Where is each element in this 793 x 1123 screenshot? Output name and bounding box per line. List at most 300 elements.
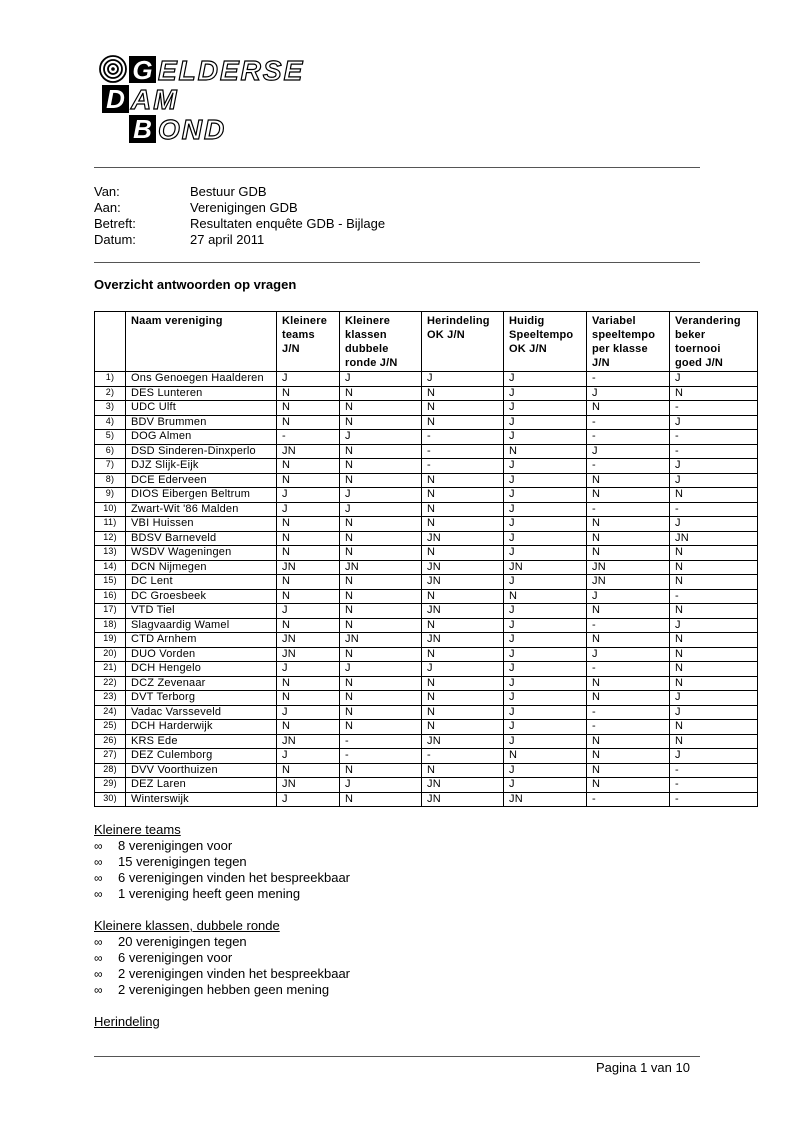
answer-cell: N: [670, 386, 758, 401]
header-line: goed J/N: [675, 357, 724, 369]
answer-cell: J: [504, 691, 587, 706]
club-name: DCN Nijmegen: [126, 560, 277, 575]
header-line: klassen: [345, 329, 387, 341]
list-item: [94, 966, 350, 982]
table-row: [95, 401, 758, 416]
answer-cell: N: [277, 763, 340, 778]
header-cell-index: [95, 312, 126, 372]
row-number: 19): [95, 633, 126, 648]
answer-cell: N: [670, 720, 758, 735]
answer-cell: J: [670, 459, 758, 474]
header-line: Herindeling: [427, 315, 490, 327]
footer-divider: [94, 1056, 700, 1057]
answer-cell: J: [504, 459, 587, 474]
list-item: [94, 950, 350, 966]
answer-cell: J: [277, 604, 340, 619]
answer-cell: N: [422, 647, 504, 662]
header-line: teams: [282, 329, 315, 341]
answer-cell: N: [422, 502, 504, 517]
answer-cell: N: [277, 575, 340, 590]
row-number: 2): [95, 386, 126, 401]
answer-cell: -: [670, 401, 758, 416]
infinity-bullet-icon: ∞: [94, 871, 103, 885]
answer-cell: JN: [340, 633, 422, 648]
header-line: Verandering: [675, 315, 741, 327]
answer-cell: N: [422, 763, 504, 778]
list-item-text: 2 verenigingen vinden het bespreekbaar: [118, 966, 351, 981]
answer-cell: JN: [422, 604, 504, 619]
answer-cell: N: [340, 589, 422, 604]
answer-cell: J: [504, 662, 587, 677]
club-name: VTD Tiel: [126, 604, 277, 619]
answer-cell: N: [422, 517, 504, 532]
club-name: CTD Arnhem: [126, 633, 277, 648]
answer-cell: J: [504, 705, 587, 720]
meta-row-van: [94, 184, 385, 200]
summary-heading: Kleinere klassen, dubbele ronde: [94, 918, 280, 933]
meta-value: Verenigingen GDB: [190, 200, 298, 215]
club-name: Winterswijk: [126, 792, 277, 807]
answer-cell: N: [340, 691, 422, 706]
answer-cell: -: [670, 502, 758, 517]
answer-cell: N: [277, 589, 340, 604]
answer-cell: N: [277, 691, 340, 706]
answer-cell: J: [670, 372, 758, 387]
club-name: DOG Almen: [126, 430, 277, 445]
logo-cap-d: D: [106, 84, 125, 114]
infinity-bullet-icon: ∞: [94, 967, 103, 981]
answer-cell: -: [587, 705, 670, 720]
answer-cell: J: [504, 401, 587, 416]
answer-cell: -: [340, 734, 422, 749]
row-number: 3): [95, 401, 126, 416]
answer-cell: -: [277, 430, 340, 445]
table-row: [95, 386, 758, 401]
answer-cell: N: [277, 415, 340, 430]
row-number: 11): [95, 517, 126, 532]
answer-cell: N: [340, 459, 422, 474]
row-number: 17): [95, 604, 126, 619]
answer-cell: J: [504, 575, 587, 590]
row-number: 28): [95, 763, 126, 778]
answer-cell: N: [340, 415, 422, 430]
infinity-bullet-icon: ∞: [94, 951, 103, 965]
header-line: OK J/N: [509, 343, 547, 355]
answer-cell: N: [277, 517, 340, 532]
answer-cell: N: [587, 676, 670, 691]
answer-cell: J: [587, 589, 670, 604]
meta-key: Datum:: [94, 232, 136, 247]
answer-cell: J: [504, 720, 587, 735]
row-number: 21): [95, 662, 126, 677]
answer-cell: N: [340, 720, 422, 735]
table-row: [95, 488, 758, 503]
gelderse-dambond-logo: [99, 53, 349, 148]
answer-cell: N: [277, 618, 340, 633]
row-number: 24): [95, 705, 126, 720]
answer-cell: N: [422, 546, 504, 561]
answer-cell: N: [670, 560, 758, 575]
summary-kleinere-teams: [94, 822, 350, 902]
club-name: Vadac Varsseveld: [126, 705, 277, 720]
answer-cell: J: [422, 662, 504, 677]
table-row: [95, 734, 758, 749]
answer-cell: JN: [277, 633, 340, 648]
club-name: DIOS Eibergen Beltrum: [126, 488, 277, 503]
answer-cell: -: [587, 618, 670, 633]
answer-cell: J: [277, 749, 340, 764]
meta-value: Resultaten enquête GDB - Bijlage: [190, 216, 386, 231]
answer-cell: N: [340, 517, 422, 532]
club-name: DEZ Culemborg: [126, 749, 277, 764]
list-item-text: 6 verenigingen vinden het bespreekbaar: [118, 870, 351, 885]
answer-cell: J: [277, 792, 340, 807]
row-number: 16): [95, 589, 126, 604]
answer-cell: JN: [504, 792, 587, 807]
answer-cell: J: [504, 676, 587, 691]
club-name: KRS Ede: [126, 734, 277, 749]
answer-cell: N: [277, 676, 340, 691]
answer-cell: N: [340, 792, 422, 807]
target-rings-icon: [100, 56, 126, 82]
answer-cell: N: [587, 778, 670, 793]
header-line: beker: [675, 329, 706, 341]
answer-cell: N: [422, 720, 504, 735]
answer-cell: N: [422, 589, 504, 604]
header-line: J/N: [282, 343, 300, 355]
answer-cell: N: [587, 473, 670, 488]
table-row: [95, 589, 758, 604]
answer-cell: JN: [422, 560, 504, 575]
answer-cell: N: [422, 488, 504, 503]
answer-cell: N: [504, 749, 587, 764]
answer-cell: J: [504, 633, 587, 648]
answer-cell: N: [340, 575, 422, 590]
list-item: [94, 934, 350, 950]
row-number: 26): [95, 734, 126, 749]
answer-cell: -: [587, 502, 670, 517]
answer-cell: N: [340, 401, 422, 416]
answer-cell: J: [504, 517, 587, 532]
answer-cell: N: [422, 618, 504, 633]
answer-cell: N: [670, 662, 758, 677]
results-table: [94, 311, 758, 807]
table-row: [95, 560, 758, 575]
table-row: [95, 749, 758, 764]
summary-herindeling: [94, 1014, 160, 1030]
answer-cell: N: [670, 734, 758, 749]
answer-cell: J: [504, 430, 587, 445]
answer-cell: JN: [422, 633, 504, 648]
club-name: DC Groesbeek: [126, 589, 277, 604]
answer-cell: -: [670, 430, 758, 445]
table-row: [95, 763, 758, 778]
table-row: [95, 792, 758, 807]
answer-cell: -: [670, 763, 758, 778]
table-row: [95, 444, 758, 459]
answer-cell: N: [340, 647, 422, 662]
table-row: [95, 618, 758, 633]
answer-cell: N: [587, 633, 670, 648]
answer-cell: N: [670, 676, 758, 691]
logo-word-elderse: ELDERSE: [158, 55, 305, 86]
answer-cell: J: [277, 488, 340, 503]
answer-cell: -: [670, 778, 758, 793]
header-cell: [340, 312, 422, 372]
answer-cell: J: [504, 372, 587, 387]
table-row: [95, 430, 758, 445]
table-row: [95, 517, 758, 532]
answer-cell: N: [422, 415, 504, 430]
row-number: 1): [95, 372, 126, 387]
meta-row-aan: [94, 200, 385, 216]
list-item-text: 20 verenigingen tegen: [118, 934, 247, 949]
header-line: toernooi: [675, 343, 721, 355]
header-cell: [126, 312, 277, 372]
row-number: 6): [95, 444, 126, 459]
club-name: Zwart-Wit '86 Malden: [126, 502, 277, 517]
answer-cell: N: [670, 546, 758, 561]
list-item: [94, 870, 350, 886]
answer-cell: J: [670, 749, 758, 764]
summary-heading: Kleinere teams: [94, 822, 181, 837]
table-row: [95, 415, 758, 430]
answer-cell: N: [670, 647, 758, 662]
club-name: DC Lent: [126, 575, 277, 590]
list-item-text: 15 verenigingen tegen: [118, 854, 247, 869]
answer-cell: N: [340, 546, 422, 561]
answer-cell: J: [340, 662, 422, 677]
club-name: DVV Voorthuizen: [126, 763, 277, 778]
table-row: [95, 691, 758, 706]
summary-kleinere-klassen: [94, 918, 350, 998]
answer-cell: N: [277, 531, 340, 546]
answer-cell: N: [340, 386, 422, 401]
answer-cell: J: [340, 372, 422, 387]
row-number: 23): [95, 691, 126, 706]
answer-cell: JN: [277, 734, 340, 749]
table-row: [95, 720, 758, 735]
answer-cell: N: [587, 749, 670, 764]
list-item: [94, 982, 350, 998]
answer-cell: J: [670, 517, 758, 532]
answer-cell: N: [340, 473, 422, 488]
logo-word-ond: OND: [158, 114, 227, 145]
table-row: [95, 676, 758, 691]
row-number: 29): [95, 778, 126, 793]
header-cell: [504, 312, 587, 372]
answer-cell: JN: [422, 734, 504, 749]
answer-cell: J: [340, 778, 422, 793]
header-line: ronde J/N: [345, 357, 398, 369]
club-name: DCH Harderwijk: [126, 720, 277, 735]
answer-cell: -: [670, 792, 758, 807]
answer-cell: J: [340, 488, 422, 503]
list-item-text: 1 vereniging heeft geen mening: [118, 886, 301, 901]
header-line: Naam vereniging: [131, 315, 223, 327]
header-divider: [94, 167, 700, 168]
table-row: [95, 531, 758, 546]
answer-cell: N: [422, 691, 504, 706]
infinity-bullet-icon: ∞: [94, 855, 103, 869]
answer-cell: J: [504, 647, 587, 662]
header-line: Kleinere: [345, 315, 391, 327]
club-name: BDSV Barneveld: [126, 531, 277, 546]
answer-cell: -: [422, 430, 504, 445]
letter-meta: [94, 184, 385, 248]
answer-cell: N: [422, 676, 504, 691]
answer-cell: N: [422, 705, 504, 720]
answer-cell: N: [340, 676, 422, 691]
infinity-bullet-icon: ∞: [94, 839, 103, 853]
meta-key: Aan:: [94, 200, 121, 215]
list-item: [94, 838, 350, 854]
answer-cell: N: [277, 459, 340, 474]
table-row: [95, 473, 758, 488]
table-header-row: [95, 312, 758, 372]
club-name: Slagvaardig Wamel: [126, 618, 277, 633]
answer-cell: N: [340, 604, 422, 619]
answer-cell: N: [587, 488, 670, 503]
page-number: Pagina 1 van 10: [596, 1060, 690, 1075]
answer-cell: J: [504, 386, 587, 401]
answer-cell: J: [422, 372, 504, 387]
row-number: 8): [95, 473, 126, 488]
answer-cell: N: [277, 546, 340, 561]
answer-cell: N: [504, 444, 587, 459]
club-name: Ons Genoegen Haalderen: [126, 372, 277, 387]
answer-cell: -: [670, 589, 758, 604]
list-item-text: 2 verenigingen hebben geen mening: [118, 982, 330, 997]
answer-cell: N: [670, 604, 758, 619]
answer-cell: N: [587, 763, 670, 778]
answer-cell: N: [504, 589, 587, 604]
answer-cell: J: [277, 372, 340, 387]
answer-cell: J: [504, 531, 587, 546]
answer-cell: JN: [422, 531, 504, 546]
answer-cell: -: [587, 792, 670, 807]
club-name: DCH Hengelo: [126, 662, 277, 677]
header-line: OK J/N: [427, 329, 465, 341]
header-line: Variabel: [592, 315, 636, 327]
answer-cell: N: [587, 401, 670, 416]
answer-cell: -: [340, 749, 422, 764]
row-number: 15): [95, 575, 126, 590]
answer-cell: JN: [587, 575, 670, 590]
answer-cell: N: [340, 705, 422, 720]
answer-cell: N: [340, 763, 422, 778]
row-number: 30): [95, 792, 126, 807]
row-number: 7): [95, 459, 126, 474]
summary-heading: Herindeling: [94, 1014, 160, 1029]
header-cell: [587, 312, 670, 372]
answer-cell: N: [670, 575, 758, 590]
answer-cell: -: [587, 662, 670, 677]
header-cell: [670, 312, 758, 372]
club-name: DES Lunteren: [126, 386, 277, 401]
meta-key: Van:: [94, 184, 120, 199]
answer-cell: JN: [277, 647, 340, 662]
row-number: 9): [95, 488, 126, 503]
answer-cell: N: [340, 531, 422, 546]
answer-cell: J: [277, 662, 340, 677]
club-name: BDV Brummen: [126, 415, 277, 430]
answer-cell: J: [587, 386, 670, 401]
logo-cap-b: B: [133, 114, 152, 144]
header-cell: [277, 312, 340, 372]
row-number: 25): [95, 720, 126, 735]
answer-cell: J: [504, 502, 587, 517]
answer-cell: JN: [422, 778, 504, 793]
answer-cell: J: [504, 488, 587, 503]
row-number: 20): [95, 647, 126, 662]
club-name: UDC Ulft: [126, 401, 277, 416]
meta-value: Bestuur GDB: [190, 184, 267, 199]
answer-cell: J: [504, 734, 587, 749]
answer-cell: J: [277, 502, 340, 517]
table-row: [95, 502, 758, 517]
answer-cell: J: [504, 763, 587, 778]
header-cell: [422, 312, 504, 372]
meta-value: 27 april 2011: [190, 232, 265, 247]
club-name: DCE Ederveen: [126, 473, 277, 488]
row-number: 27): [95, 749, 126, 764]
meta-row-betreft: [94, 216, 385, 232]
table-row: [95, 575, 758, 590]
answer-cell: JN: [340, 560, 422, 575]
club-name: DSD Sinderen-Dinxperlo: [126, 444, 277, 459]
club-name: DJZ Slijk-Eijk: [126, 459, 277, 474]
club-name: DVT Terborg: [126, 691, 277, 706]
club-name: WSDV Wageningen: [126, 546, 277, 561]
answer-cell: J: [340, 502, 422, 517]
answer-cell: -: [422, 459, 504, 474]
answer-cell: J: [587, 647, 670, 662]
row-number: 22): [95, 676, 126, 691]
row-number: 5): [95, 430, 126, 445]
table-row: [95, 372, 758, 387]
header-line: Speeltempo: [509, 329, 574, 341]
answer-cell: -: [422, 749, 504, 764]
answer-cell: -: [670, 444, 758, 459]
summary-list: [94, 934, 350, 998]
logo-cap-g: G: [132, 55, 153, 85]
answer-cell: JN: [422, 575, 504, 590]
infinity-bullet-icon: ∞: [94, 935, 103, 949]
list-item-text: 6 verenigingen voor: [118, 950, 233, 965]
header-line: Huidig: [509, 315, 545, 327]
meta-key: Betreft:: [94, 216, 136, 231]
answer-cell: JN: [504, 560, 587, 575]
meta-row-datum: [94, 232, 385, 248]
answer-cell: N: [587, 604, 670, 619]
table-row: [95, 633, 758, 648]
list-item: [94, 886, 350, 902]
answer-cell: J: [504, 415, 587, 430]
answer-cell: J: [670, 705, 758, 720]
answer-cell: J: [504, 546, 587, 561]
table-row: [95, 546, 758, 561]
row-number: 18): [95, 618, 126, 633]
answer-cell: J: [277, 705, 340, 720]
answer-cell: J: [504, 618, 587, 633]
table-row: [95, 705, 758, 720]
summary-list: [94, 838, 350, 902]
header-line: dubbele: [345, 343, 389, 355]
header-line: Kleinere: [282, 315, 328, 327]
answer-cell: N: [422, 386, 504, 401]
list-item: [94, 854, 350, 870]
